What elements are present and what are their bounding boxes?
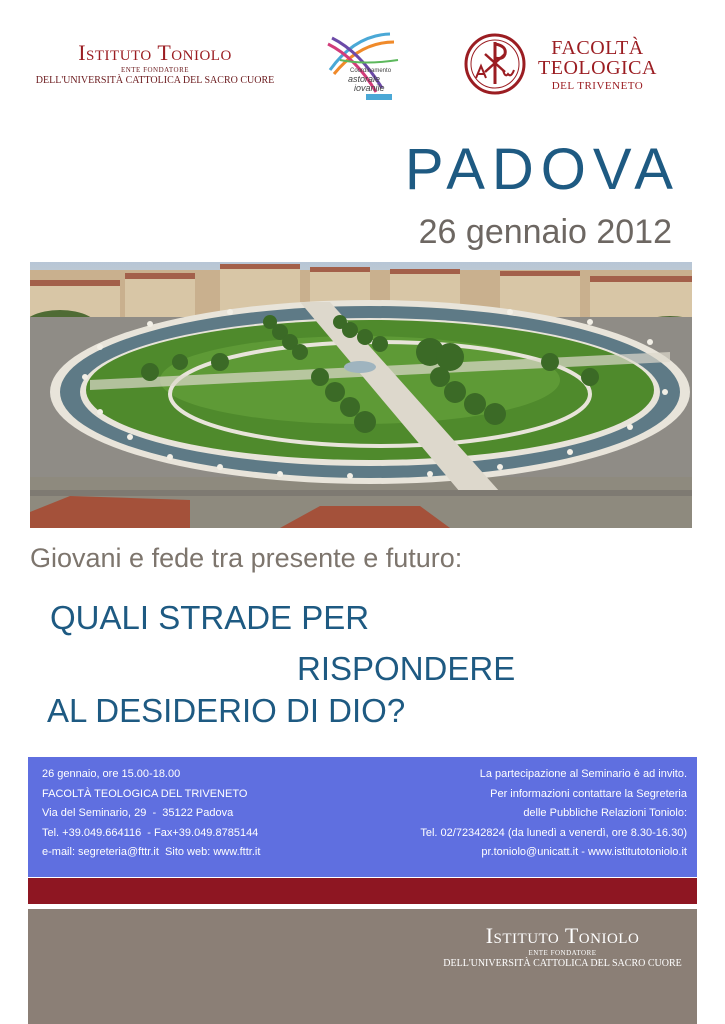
footer-toniolo-subtitle-1: ENTE FONDATORE — [528, 949, 597, 957]
toniolo-subtitle-2: DELL'UNIVERSITÀ CATTOLICA DEL SACRO CUORE — [35, 75, 275, 86]
istituto-toniolo-logo — [30, 40, 280, 87]
pastorale-line-2: astorale — [348, 74, 381, 84]
pastorale-line-1: Coordinamento — [350, 68, 392, 74]
contact-info — [420, 765, 687, 863]
info-band — [28, 757, 697, 877]
fttr-line-2: TEOLOGICA — [538, 57, 657, 79]
fttr-line-3: DEL TRIVENETO — [551, 80, 644, 92]
red-divider-band — [28, 878, 697, 904]
info-venue: FACOLTÀ TEOLOGICA DEL TRIVENETO — [42, 787, 248, 800]
info-contact-email-web[interactable]: pr.toniolo@unicatt.it - www.istitutotoniolo.it — [481, 846, 687, 858]
footer-toniolo-subtitle-2: DELL'UNIVERSITÀ CATTOLICA DEL SACRO CUORE — [443, 958, 682, 969]
question-line-1: QUALI STRADE PER — [50, 599, 370, 636]
info-phone-fax: Tel. +39.049.664116 - Fax+39.049.8785144 — [42, 826, 259, 839]
pastorale-giovanile-logo — [320, 30, 400, 102]
footer-toniolo-name: Istituto Toniolo — [485, 923, 640, 948]
istituto-toniolo-footer-logo — [440, 923, 685, 970]
fttr-seal-icon — [463, 32, 527, 96]
info-contact-2: delle Pubbliche Relazioni Toniolo: — [523, 807, 687, 819]
prato-della-valle-photo — [30, 262, 692, 528]
question-line-2: RISPONDERE — [297, 650, 516, 687]
toniolo-name: Istituto Toniolo — [78, 40, 232, 65]
venue-info — [42, 765, 260, 863]
event-subtitle: Giovani e fede tra presente e futuro: — [30, 543, 463, 573]
info-time: 26 gennaio, ore 15.00-18.00 — [42, 768, 181, 780]
info-contact-1: Per informazioni contattare la Segreteria — [490, 787, 687, 800]
fttr-line-1: FACOLTÀ — [551, 37, 644, 59]
info-invitation: La partecipazione al Seminario è ad invito. — [479, 768, 687, 780]
info-address: Via del Seminario, 29 - 35122 Padova — [42, 807, 234, 819]
pastorale-line-3: iovanile — [354, 83, 385, 93]
info-email-web[interactable]: e-mail: segreteria@fttr.it Sito web: www.fttr.it — [42, 846, 261, 858]
city-title: PADOVA — [404, 137, 680, 202]
toniolo-subtitle-1: ENTE FONDATORE — [120, 66, 190, 74]
info-contact-phone: Tel. 02/72342824 (da lunedì a venerdì, ore 8.30-16.30) — [420, 826, 687, 839]
event-date: 26 gennaio 2012 — [418, 213, 672, 251]
question-line-3: AL DESIDERIO DI DIO? — [47, 692, 406, 729]
fttr-logo-text — [530, 38, 665, 94]
footer-band — [28, 909, 697, 1024]
